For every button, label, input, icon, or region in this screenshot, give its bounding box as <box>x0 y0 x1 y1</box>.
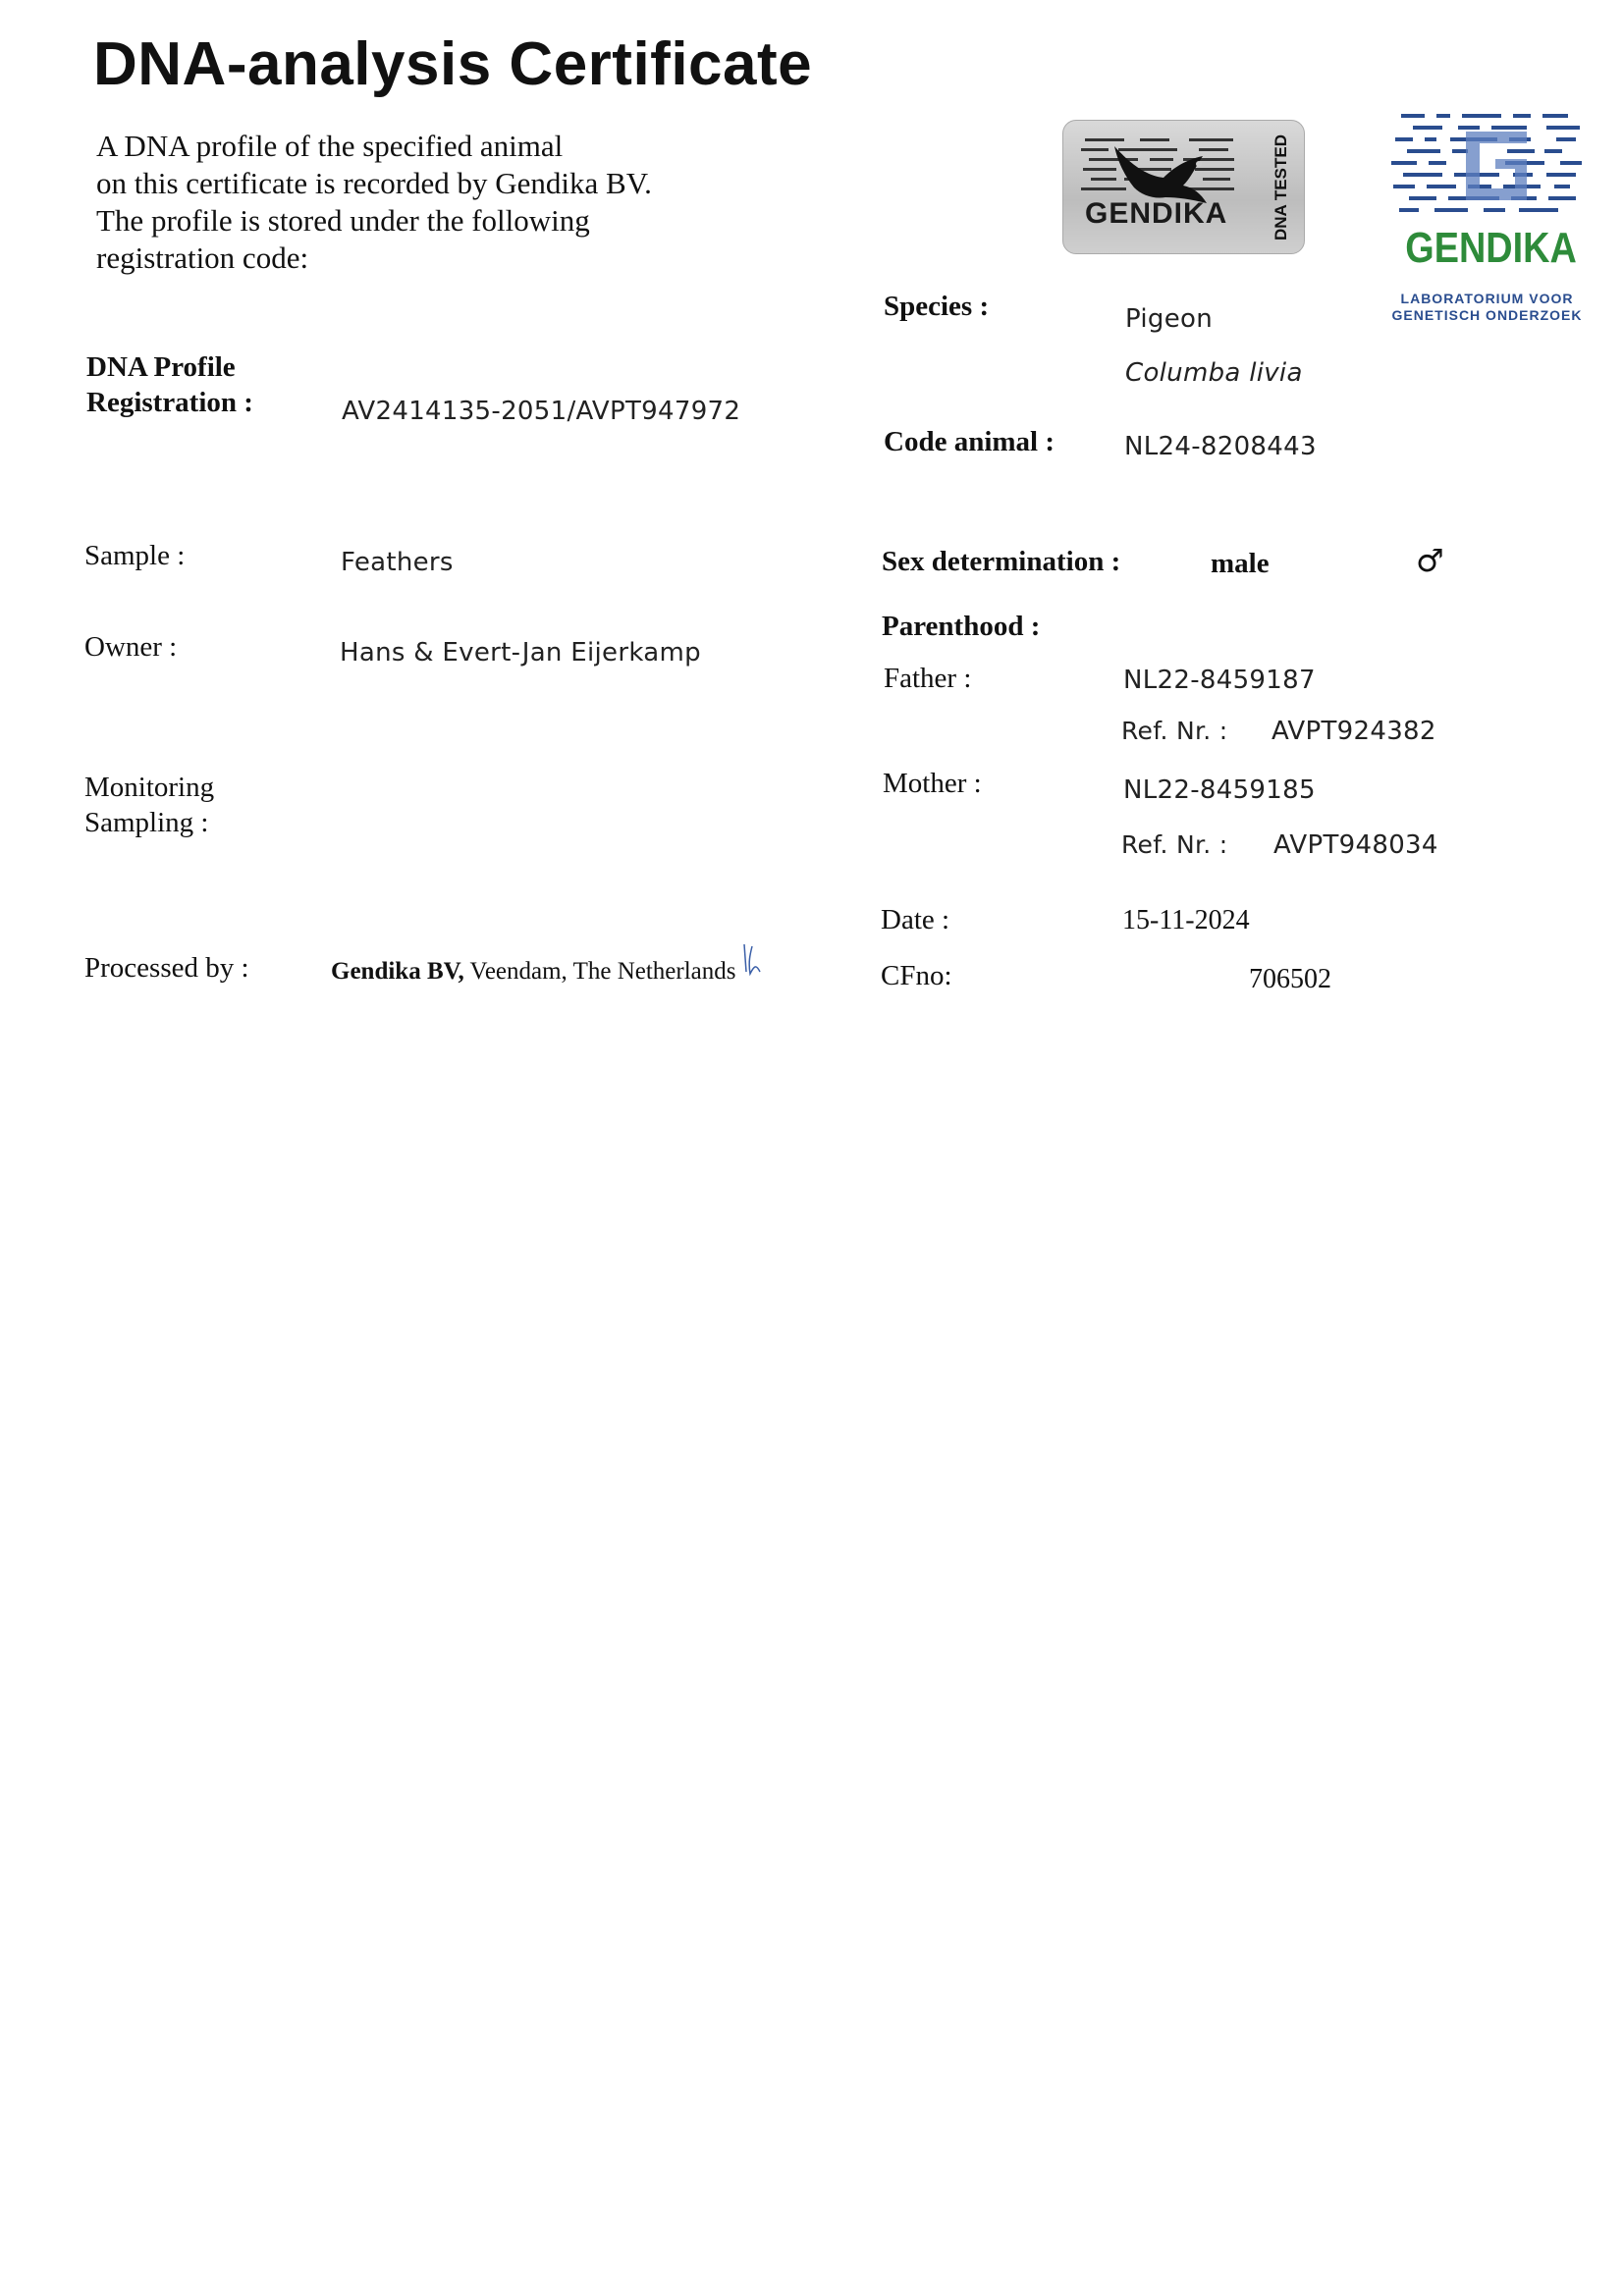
sample-label: Sample : <box>84 540 186 571</box>
cfno-value: 706502 <box>1249 964 1331 994</box>
species-latin: Columba livia <box>1125 358 1303 388</box>
sample-value: Feathers <box>341 548 454 577</box>
processed-value <box>331 958 736 986</box>
father-code: NL22-8459187 <box>1123 666 1316 695</box>
gendika-wordmark: GENDIKA <box>1405 224 1577 272</box>
processed-company: Gendika BV, <box>331 958 464 985</box>
owner-value: Hans & Evert-Jan Eijerkamp <box>340 638 701 667</box>
monitoring-label-line2: Sampling : <box>84 807 209 838</box>
registration-value: AV2414135-2051/AVPT947972 <box>342 397 741 426</box>
badge-tag-text: DNA TESTED <box>1271 133 1290 240</box>
mother-ref-label: Ref. Nr. : <box>1121 830 1228 859</box>
processed-label: Processed by : <box>84 952 249 984</box>
date-label: Date : <box>881 904 950 935</box>
male-symbol-icon: ♂ <box>1416 542 1444 579</box>
parenthood-label: Parenthood : <box>882 611 1041 642</box>
cfno-label: CFno: <box>881 960 952 991</box>
mother-code: NL22-8459185 <box>1123 775 1316 805</box>
intro-line: registration code: <box>96 240 309 275</box>
date-value: 15-11-2024 <box>1122 905 1250 935</box>
species-label: Species : <box>884 291 990 322</box>
processed-place: Veendam, The Netherlands <box>469 958 736 985</box>
intro-line: The profile is stored under the following <box>96 203 590 238</box>
owner-label: Owner : <box>84 631 178 663</box>
mother-ref: AVPT948034 <box>1273 830 1438 860</box>
gendika-subtitle <box>1386 291 1588 324</box>
registration-label-line2: Registration : <box>86 387 253 418</box>
registration-label-line1: DNA Profile <box>86 351 236 383</box>
gendika-subtitle-line: LABORATORIUM VOOR <box>1400 291 1574 306</box>
monitoring-label-line1: Monitoring <box>84 772 215 803</box>
code-animal-value: NL24-8208443 <box>1124 432 1317 461</box>
dna-tested-badge <box>1062 120 1305 254</box>
intro-text <box>96 128 784 277</box>
father-ref: AVPT924382 <box>1271 717 1436 746</box>
badge-tag <box>1269 131 1294 243</box>
badge-brand: GENDIKA <box>1085 197 1228 230</box>
gendika-logo-icon <box>1389 110 1586 218</box>
initials-mark-icon <box>738 940 766 980</box>
mother-label: Mother : <box>883 768 982 799</box>
father-ref-label: Ref. Nr. : <box>1121 717 1228 745</box>
certificate-title: DNA-analysis Certificate <box>93 30 813 98</box>
father-label: Father : <box>884 663 972 694</box>
species-common: Pigeon <box>1125 304 1214 334</box>
code-animal-label: Code animal : <box>884 426 1055 457</box>
intro-line: on this certificate is recorded by Gendika BV. <box>96 166 652 200</box>
sex-value: male <box>1211 548 1270 579</box>
sex-label: Sex determination : <box>882 546 1121 577</box>
gendika-subtitle-line: GENETISCH ONDERZOEK <box>1391 307 1583 323</box>
intro-line: A DNA profile of the specified animal <box>96 129 564 163</box>
